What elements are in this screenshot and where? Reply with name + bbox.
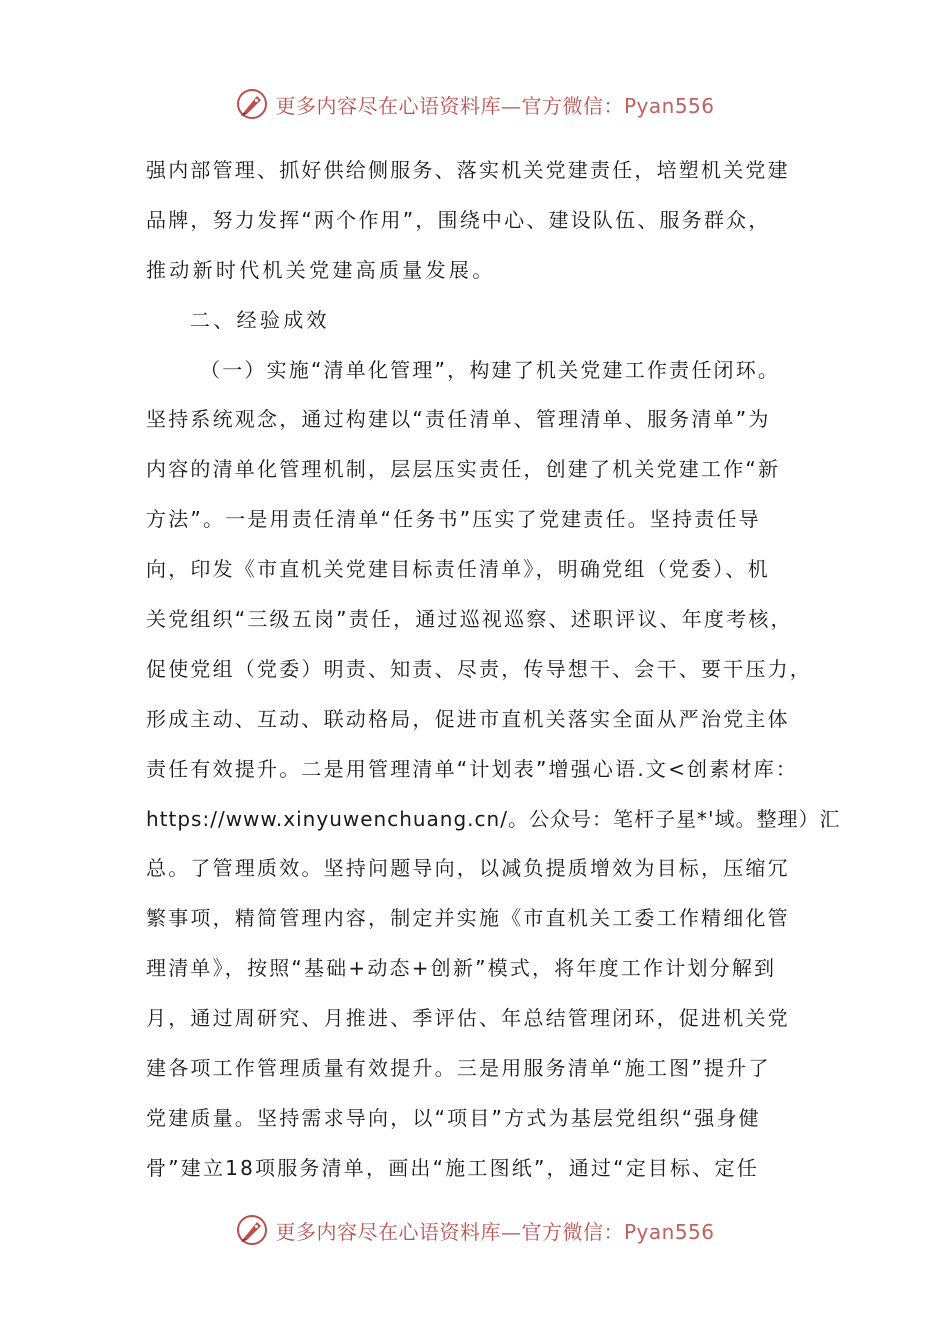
- text-line: 繁事项，精简管理内容，制定并实施《市直机关工委工作精细化管: [146, 906, 790, 931]
- text-line: 品牌，努力发挥“两个作用”，围绕中心、建设队伍、服务群众，: [146, 207, 771, 232]
- text-line: 建各项工作管理质量有效提升。三是用服务清单“施工图”提升了: [146, 1056, 771, 1081]
- text-line: 推动新时代机关党建高质量发展。: [146, 257, 496, 282]
- pen-nib-icon: [235, 1213, 269, 1247]
- footer-banner: [0, 1208, 950, 1252]
- text-line: 理清单》，按照“基础+动态+创新”模式，将年度工作计划分解到: [146, 956, 777, 981]
- text-line: 关党组织“三级五岗”责任，通过巡视巡察、述职评议、年度考核，: [146, 607, 793, 632]
- text-line: 责任有效提升。二是用管理清单“计划表”增强心语.文<创素材库：: [146, 756, 799, 781]
- text-line: 坚持系统观念，通过构建以“责任清单、管理清单、服务清单”为: [146, 407, 771, 432]
- text-line: 内容的清单化管理机制，层层压实责任，创建了机关党建工作“新: [146, 457, 781, 482]
- text-line: 骨”建立18项服务清单，画出“施工图纸”，通过“定目标、定任: [146, 1155, 759, 1180]
- text-line: https://www.xinyuwenchuang.cn/。公众号：笔杆子星*'域。整理）汇: [146, 806, 841, 831]
- text-line: 强内部管理、抓好供给侧服务、落实机关党建责任，培塑机关党建: [146, 158, 790, 182]
- text-line: 形成主动、互动、联动格局，促进市直机关落实全面从严治党主体: [146, 706, 790, 731]
- header-banner: [0, 82, 950, 126]
- text-line: 党建质量。坚持需求导向，以“项目”方式为基层党组织“强身健: [146, 1105, 761, 1130]
- text-line: 促使党组（党委）明责、知责、尽责，传导想干、会干、要干压力，: [146, 656, 812, 681]
- subsection-heading: （一）实施“清单化管理”，构建了机关党建工作责任闭环。: [200, 357, 781, 382]
- text-line: 月，通过周研究、月推进、季评估、年总结管理闭环，促进机关党: [146, 1006, 790, 1031]
- text-line: 总。了管理质效。坚持问题导向，以减负提质增效为目标，压缩冗: [146, 856, 790, 881]
- section-heading: 二、经验成效: [190, 307, 330, 332]
- document-body: [146, 146, 841, 1194]
- footer-wechat-id: Pyan556: [623, 1219, 715, 1244]
- footer-banner-text: 更多内容尽在心语资料库—官方微信：Pyan556: [275, 1219, 715, 1244]
- pen-nib-icon: [235, 87, 269, 121]
- header-banner-text: 更多内容尽在心语资料库—官方微信：Pyan556: [275, 93, 715, 118]
- text-line: 方法”。一是用责任清单“任务书”压实了党建责任。坚持责任导: [146, 507, 761, 532]
- header-wechat-id: Pyan556: [623, 93, 715, 118]
- text-line: 向，印发《市直机关党建目标责任清单》，明确党组（党委）、机: [146, 557, 770, 582]
